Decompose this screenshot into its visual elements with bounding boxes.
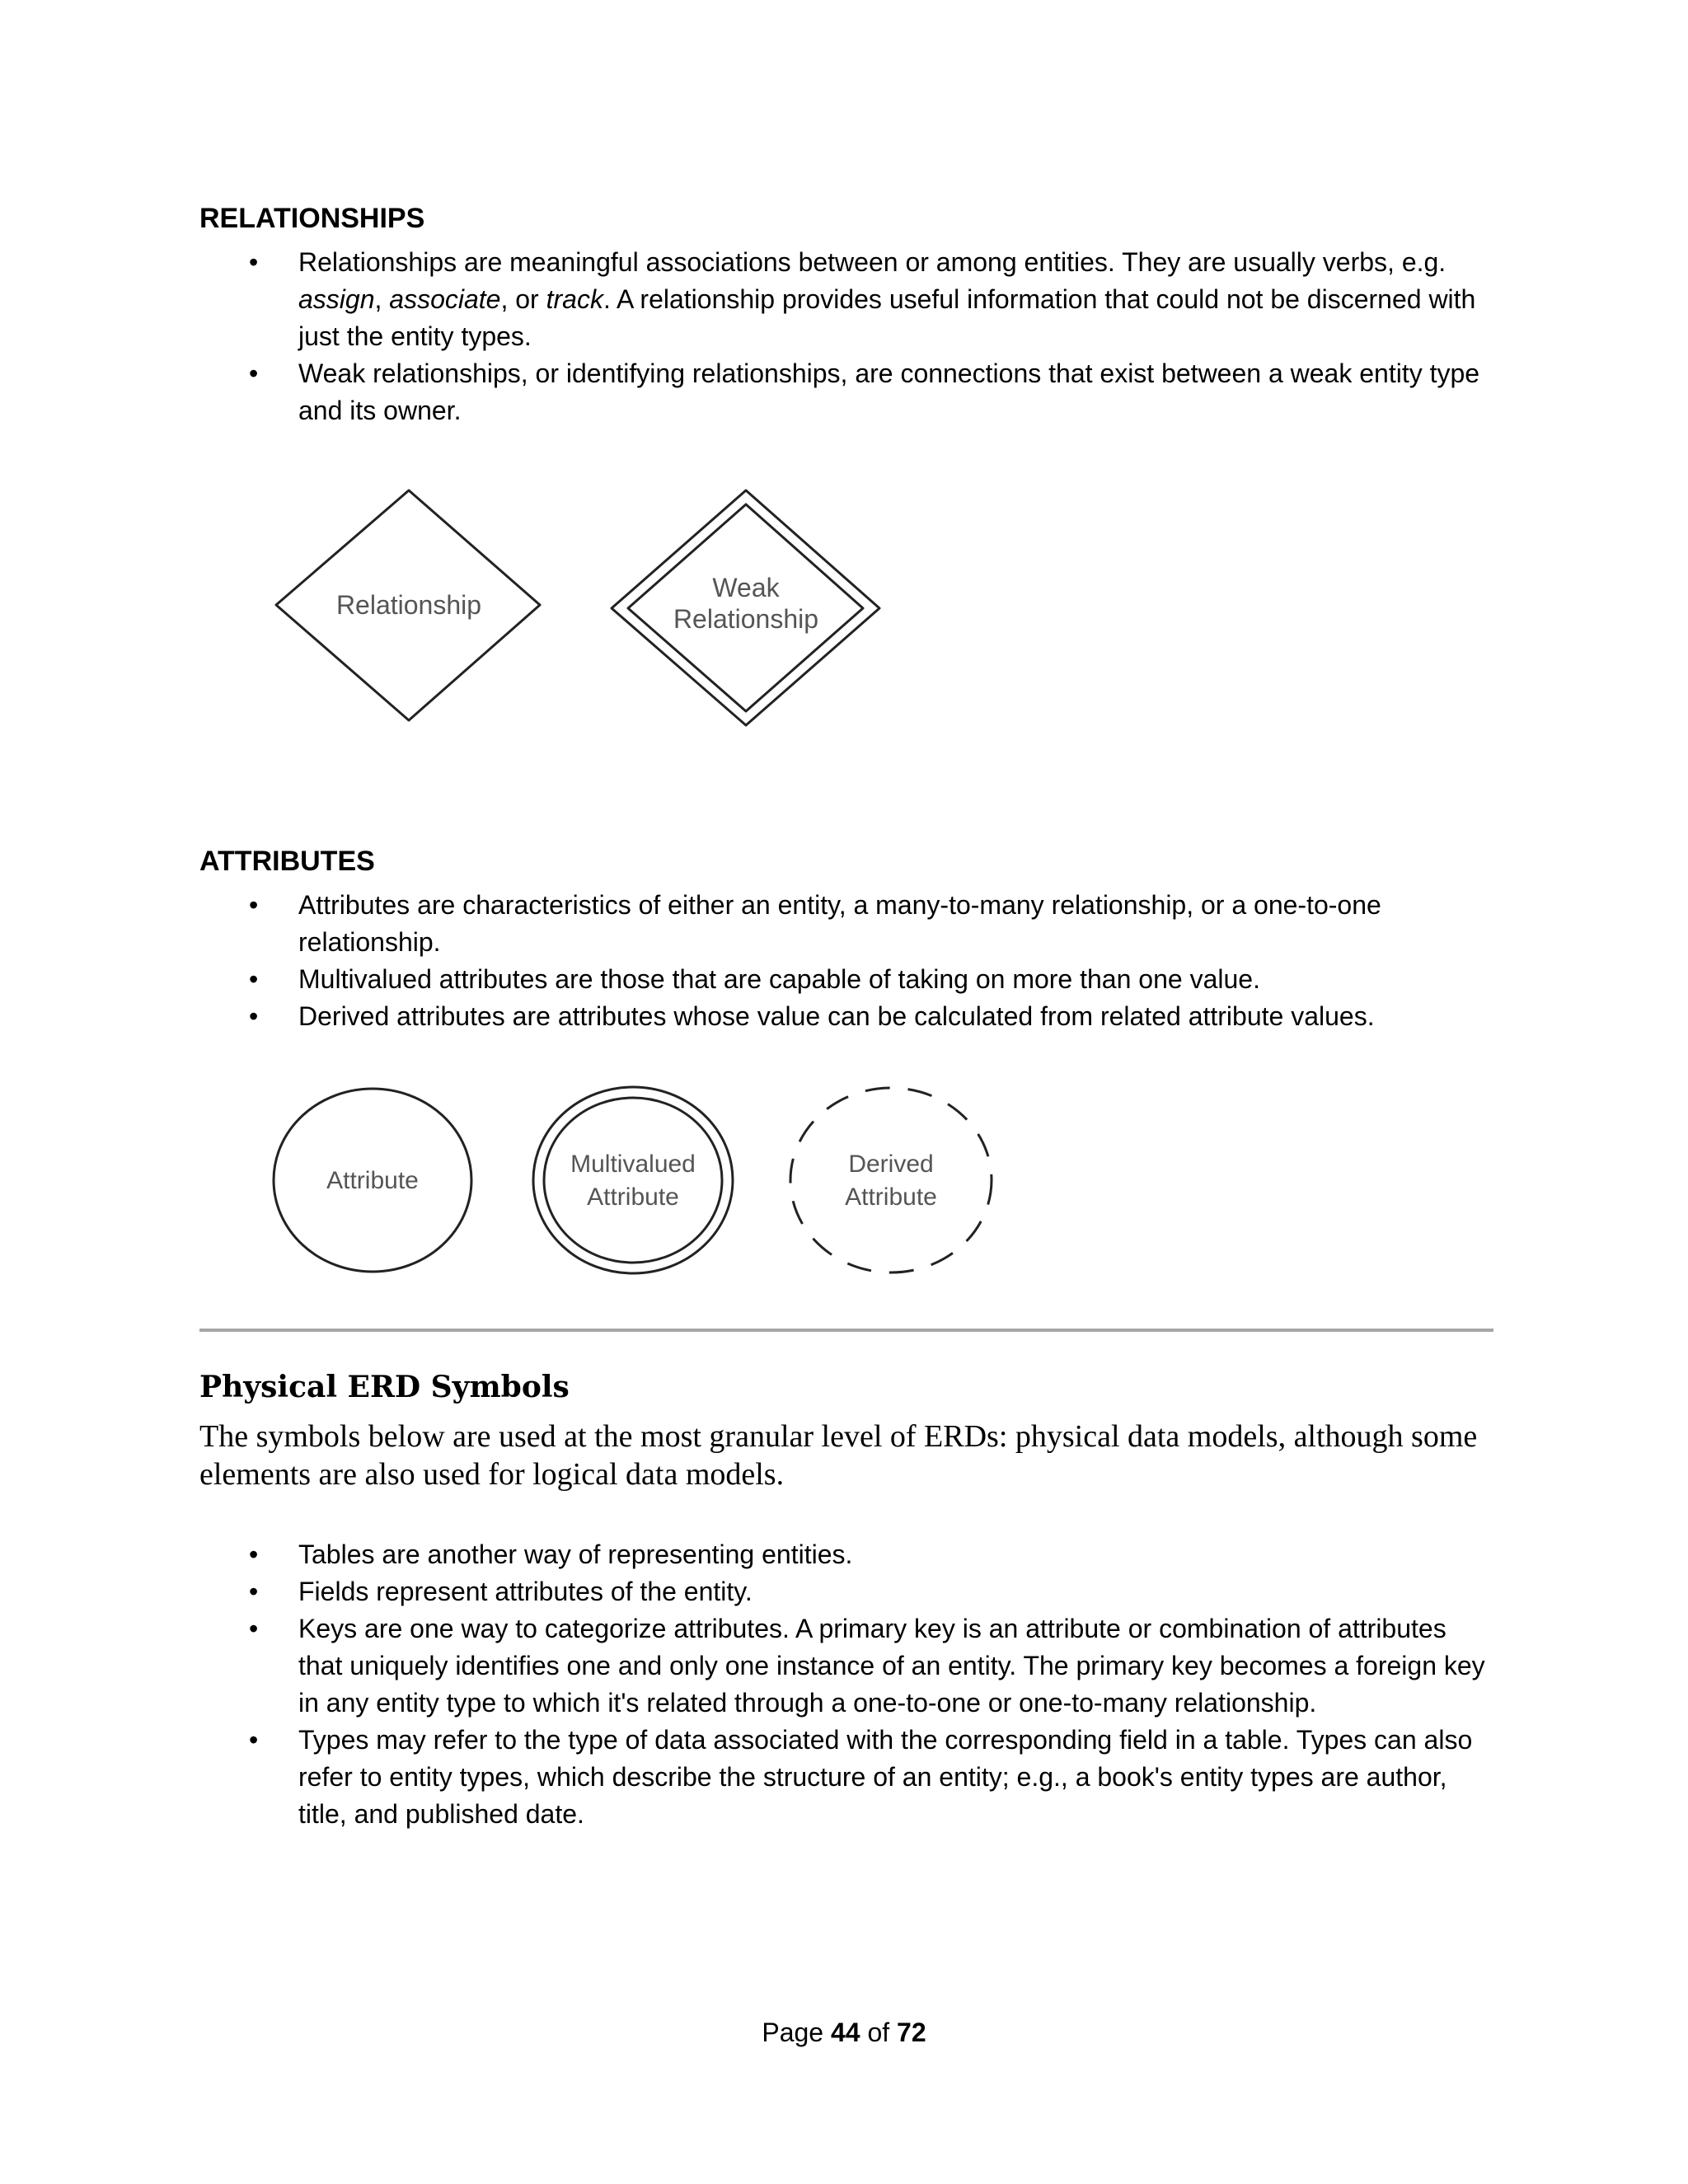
weak-relationship-label-line1: Weak	[712, 573, 780, 602]
attribute-label: Attribute	[326, 1167, 419, 1194]
bullet-icon: •	[249, 890, 259, 920]
list-item: • Fields represent attributes of the entity.	[199, 1573, 1493, 1610]
attributes-bullet-list	[199, 887, 1493, 1035]
bullet-icon: •	[249, 247, 259, 277]
list-item: • Relationships are meaningful associations between or among entities. They are usually verbs, e.g. assign, associate, or track. A relationship provides useful information that could not be discerned with just the entity types.	[199, 244, 1493, 355]
weak-relationship-diamond	[612, 490, 879, 725]
bullet-icon: •	[249, 1614, 259, 1643]
derived-attribute-ellipse	[790, 1088, 992, 1272]
total-page-count: 72	[897, 2018, 926, 2047]
attribute-ellipse	[274, 1089, 471, 1272]
relationship-label: Relationship	[335, 590, 482, 620]
derived-label-line1: Derived	[848, 1151, 934, 1178]
weak-relationship-label-line2: Relationship	[673, 604, 819, 634]
list-item: • Tables are another way of representing entities.	[199, 1536, 1493, 1573]
list-item: • Derived attributes are attributes whose value can be calculated from related attribute values.	[199, 998, 1493, 1035]
list-item: • Keys are one way to categorize attributes. A primary key is an attribute or combination of attributes that uniquely identifies one and only one instance of an entity. The primary key becomes a foreign key in any entity type to which it's related through a one-to-one or one-to-many relationship.	[199, 1610, 1493, 1722]
page-footer: Page 44 of 72	[762, 2018, 926, 2047]
list-item: • Weak relationships, or identifying relationships, are connections that exist between a weak entity type and its owner.	[199, 355, 1493, 429]
bullet-icon: •	[249, 1577, 259, 1606]
relationships-bullet-list	[199, 244, 1493, 429]
multivalued-attribute-ellipse	[533, 1087, 733, 1273]
list-item: • Types may refer to the type of data associated with the corresponding field in a table. Types can also refer to entity types, which describe the structure of an entity; e.g., a book's entity types are author, title, and published date.	[199, 1722, 1493, 1833]
derived-label-line2: Attribute	[845, 1183, 937, 1211]
bullet-icon: •	[249, 1001, 259, 1031]
relationships-heading: RELATIONSHIPS	[199, 203, 425, 234]
attributes-heading: ATTRIBUTES	[199, 846, 375, 877]
list-item: • Multivalued attributes are those that are capable of taking on more than one value.	[199, 961, 1493, 998]
bullet-icon: •	[249, 359, 259, 388]
physical-erd-heading: Physical ERD Symbols	[199, 1370, 570, 1404]
current-page-number: 44	[830, 2018, 860, 2047]
physical-erd-intro: The symbols below are used at the most granular level of ERDs: physical data models, although some elements are also used for logical data models.	[199, 1419, 1478, 1492]
multivalued-label-line2: Attribute	[587, 1183, 679, 1211]
bullet-icon: •	[249, 964, 259, 994]
relationship-diamond	[276, 490, 540, 720]
multivalued-label-line1: Multivalued	[570, 1151, 696, 1178]
list-item: • Attributes are characteristics of either an entity, a many-to-many relationship, or a one-to-one relationship.	[199, 887, 1493, 961]
physical-bullet-list	[199, 1536, 1493, 1833]
bullet-icon: •	[249, 1725, 259, 1755]
section-divider	[199, 1329, 1493, 1332]
bullet-icon: •	[249, 1540, 259, 1569]
